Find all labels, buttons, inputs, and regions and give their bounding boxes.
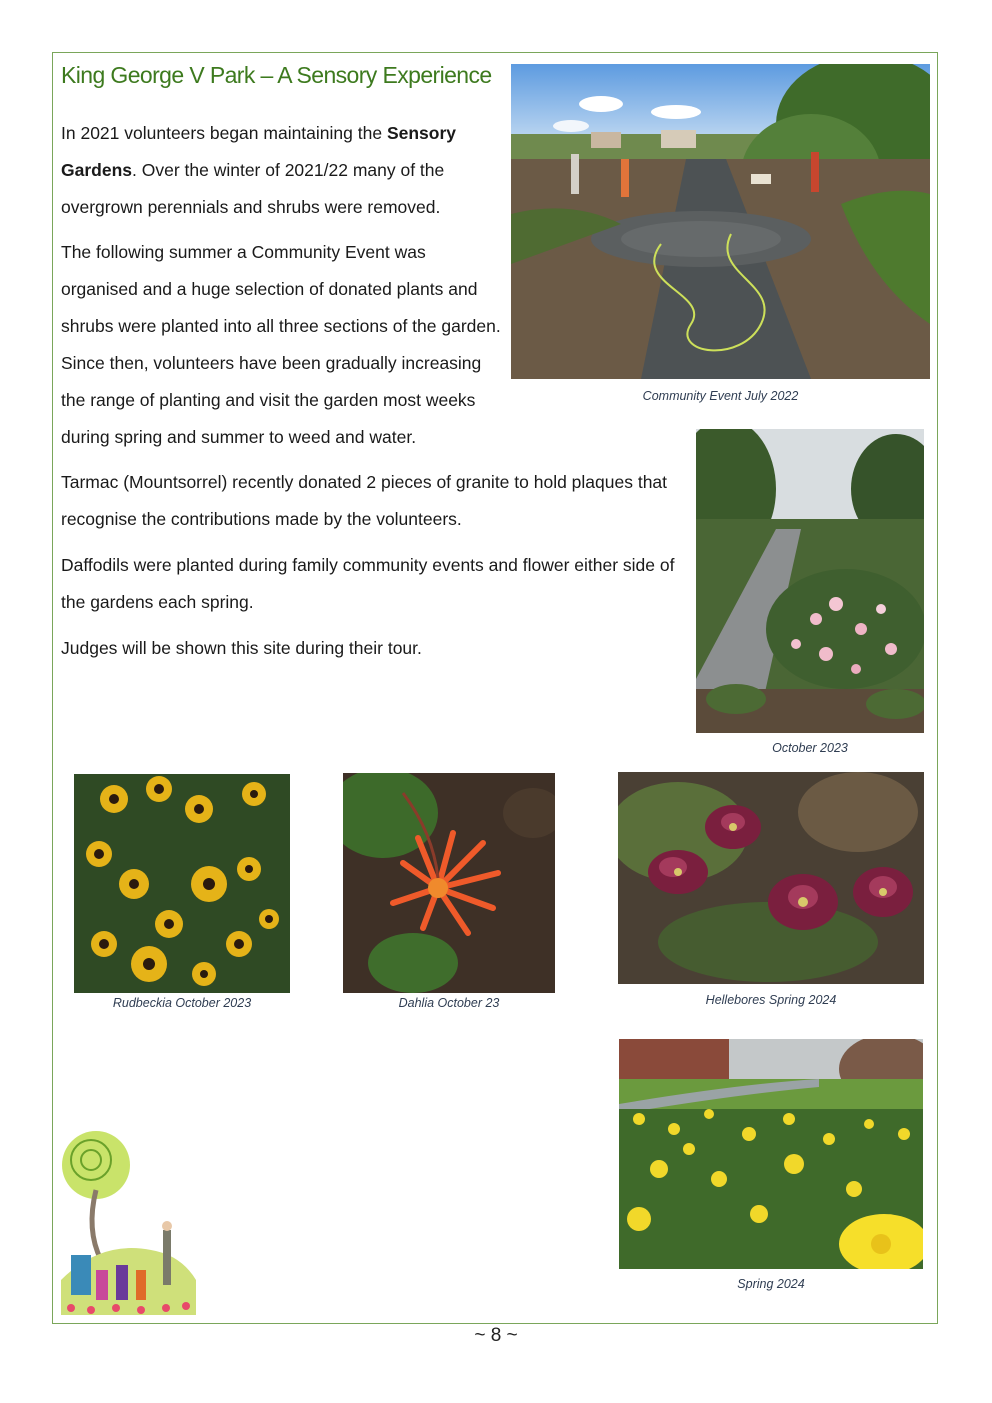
caption-community-event: Community Event July 2022 (642, 389, 799, 403)
page-number: ~ 8 ~ (474, 1325, 518, 1346)
photo-hellebores (618, 772, 924, 984)
judges-text: Judges will be shown this site during their tour. (61, 638, 422, 658)
caption-spring-2024: Spring 2024 (737, 1277, 805, 1291)
intro-text-bold: Sensory Gardens (61, 123, 456, 180)
paragraph-daffodils (61, 547, 676, 621)
paragraph-judges (61, 630, 676, 667)
photo-october-2023 (696, 429, 924, 733)
logo-illustration (61, 1130, 196, 1315)
caption-rudbeckia: Rudbeckia October 2023 (112, 996, 252, 1010)
photo-spring-2024 (619, 1039, 923, 1269)
caption-october-2023: October 2023 (772, 741, 848, 755)
paragraph-intro (61, 115, 501, 226)
caption-hellebores: Hellebores Spring 2024 (705, 993, 837, 1007)
page-title: King George V Park – A Sensory Experience (61, 62, 492, 88)
photo-dahlia (343, 773, 555, 993)
paragraph-tarmac (61, 464, 676, 538)
photo-rudbeckia (74, 774, 290, 993)
tarmac-text: Tarmac (Mountsorrel) recently donated 2 pieces of granite to hold plaques that recognise the contributions made by the volunteers. (61, 472, 668, 529)
photo-community-event (511, 64, 930, 379)
intro-text-end: . Over the winter of 2021/22 many of the overgrown perennials and shrubs were removed. (61, 160, 445, 217)
daffodils-text: Daffodils were planted during family community events and flower either side of the gardens each spring. (61, 555, 675, 612)
caption-dahlia: Dahlia October 23 (398, 996, 500, 1010)
intro-text-start: In 2021 volunteers began maintaining the (61, 123, 387, 143)
community-event-text: The following summer a Community Event was organised and a huge selection of donated plants and shrubs were planted into all three sections of the garden. Since then, volunteers have been gradually increasing the range of planting and visit the garden most weeks during spring and summer to weed and water. (61, 242, 501, 447)
paragraph-community-event (61, 234, 506, 456)
